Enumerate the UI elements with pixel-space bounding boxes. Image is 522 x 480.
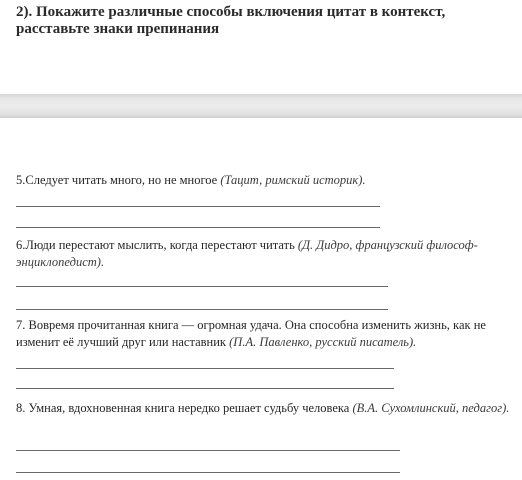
quote-item-8 bbox=[16, 400, 512, 417]
quotes-card bbox=[0, 118, 522, 480]
answer-line bbox=[16, 206, 380, 207]
answer-line bbox=[16, 286, 388, 287]
answer-line bbox=[16, 472, 400, 473]
quote-text: 6.Люди перестают мыслить, когда перестают читать bbox=[16, 238, 298, 252]
task-heading: 2). Покажите различные способы включения цитат в контекст, расставьте знаки препинания bbox=[16, 4, 446, 37]
quote-text: 7. Вовремя прочитанная книга — огромная удача. Она способна изменить жизнь, как не изменит её лучший друг или наставник bbox=[16, 318, 486, 349]
quote-text: 8. Умная, вдохновенная книга нередко решает судьбу человека bbox=[16, 401, 353, 415]
quote-item-6 bbox=[16, 237, 512, 271]
quote-text: 5.Следует читать много, но не многое bbox=[16, 173, 221, 187]
answer-line bbox=[16, 450, 400, 451]
answer-line bbox=[16, 227, 380, 228]
answer-line bbox=[16, 309, 388, 310]
quote-item-5 bbox=[16, 172, 512, 189]
quote-source: (Д. Дидро, французский философ-энциклопедист). bbox=[16, 238, 478, 269]
quote-source: (П.А. Павленко, русский писатель). bbox=[229, 335, 417, 349]
quote-source: (Тацит, римский историк). bbox=[220, 173, 366, 187]
page-separator bbox=[0, 94, 522, 118]
quote-source: (В.А. Сухомлинский, педагог). bbox=[352, 401, 510, 415]
answer-line bbox=[16, 388, 394, 389]
task-card bbox=[0, 0, 522, 94]
answer-line bbox=[16, 368, 394, 369]
quote-item-7 bbox=[16, 317, 512, 351]
